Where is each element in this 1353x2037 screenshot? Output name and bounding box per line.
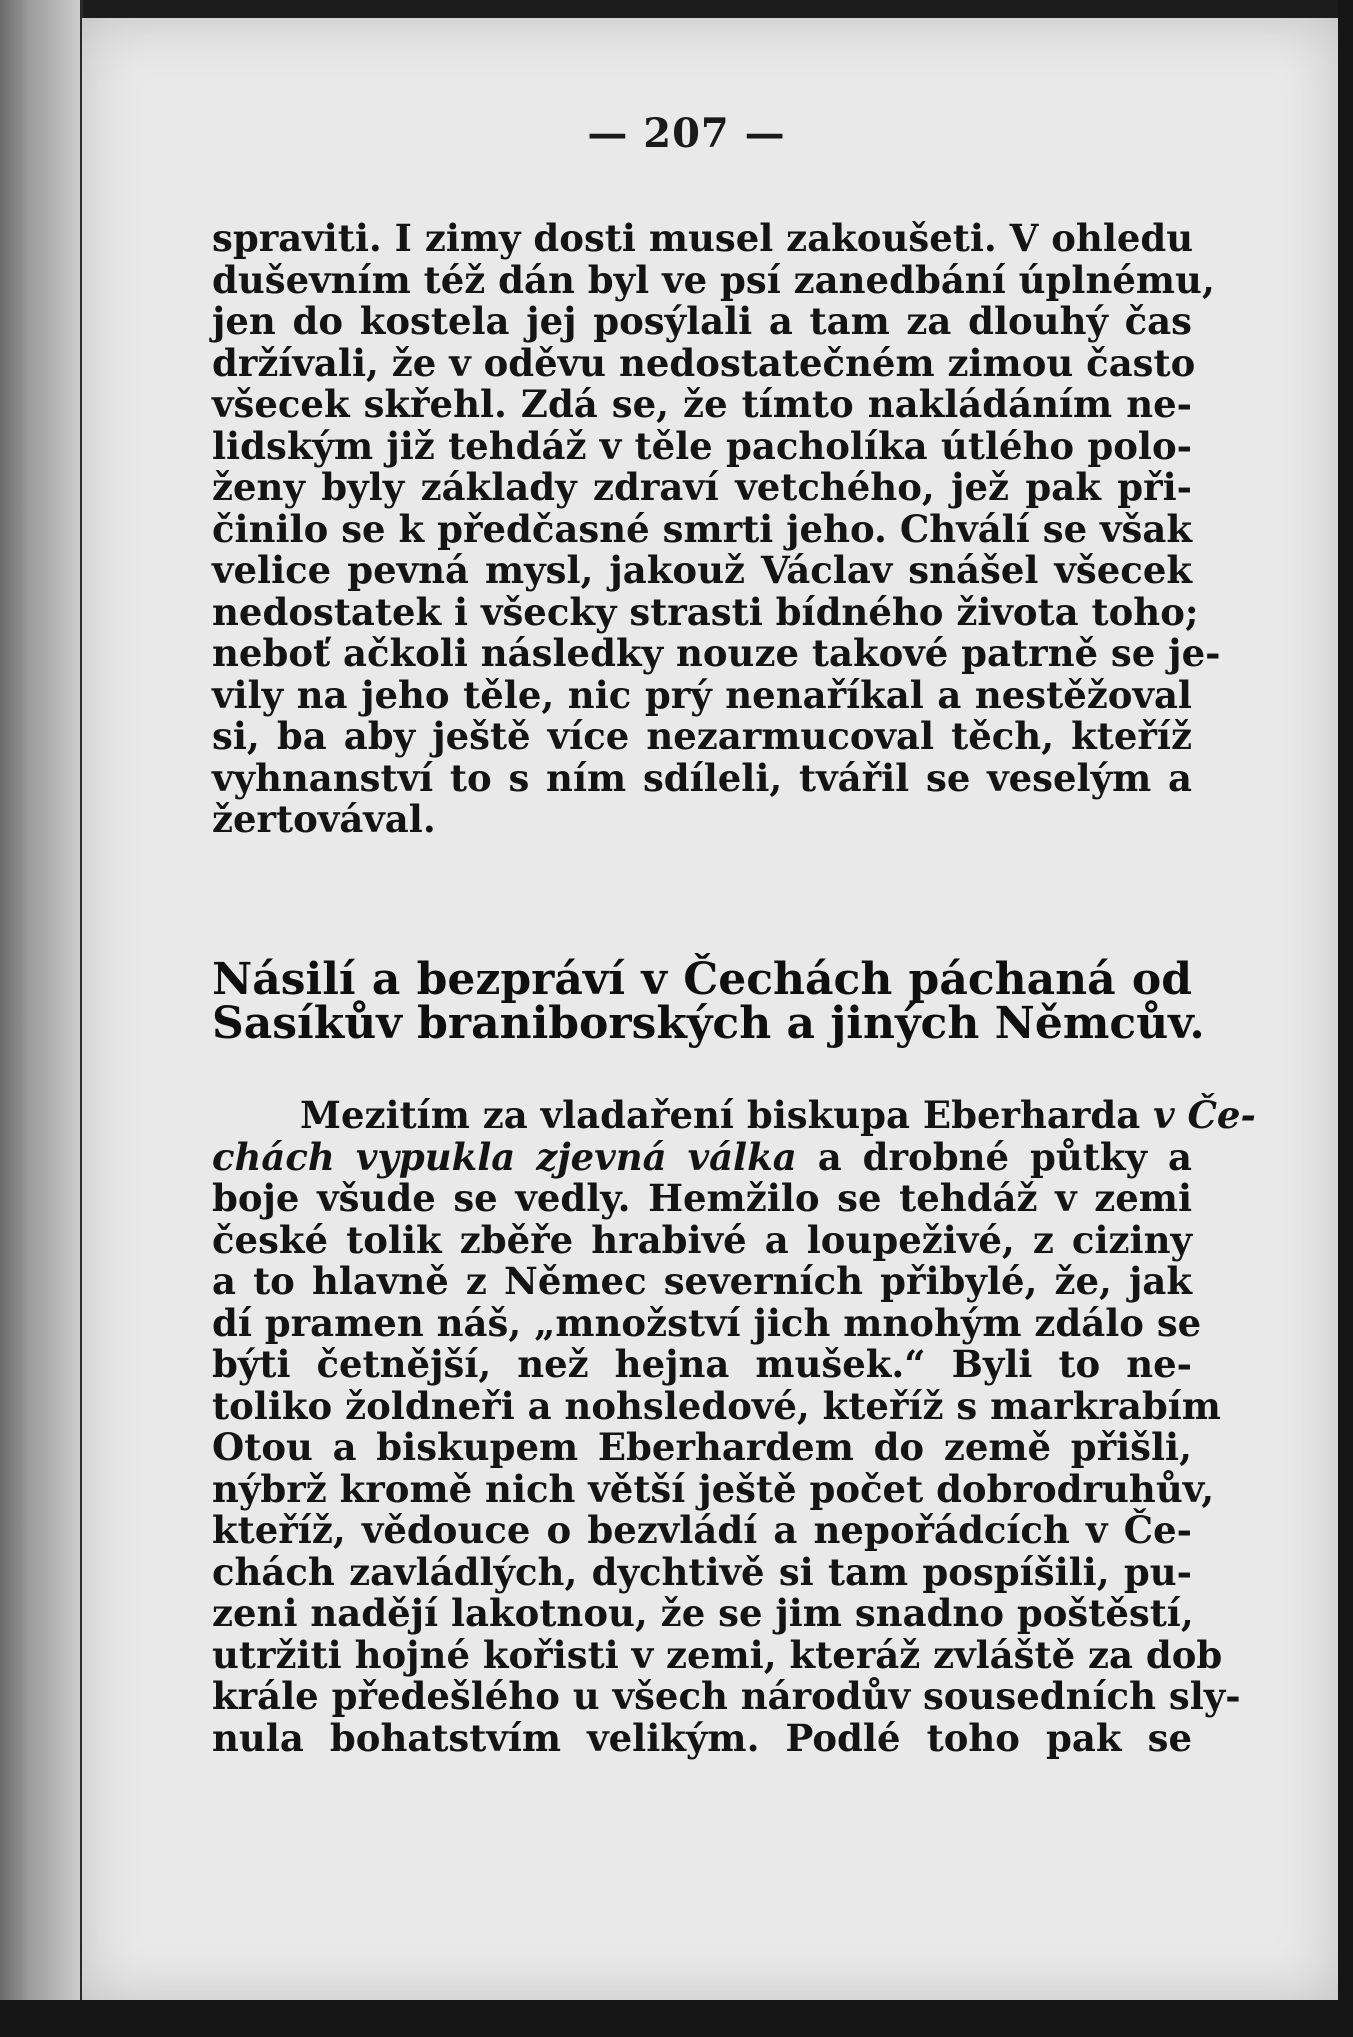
text-line: neboť ačkoli následky nouze takové patrně se je- (212, 631, 1221, 675)
text-line: zeni nadějí lakotnou, že se jim snadno poštěstí, (212, 1591, 1194, 1635)
text-line: utržiti hojné kořisti v zemi, kteráž zvláště za dob (212, 1632, 1223, 1677)
text-line: a to hlavně z Němec severních přibylé, že, jak (212, 1259, 1192, 1303)
text-line: Otou a biskupem Eberhardem do země přišli, (212, 1425, 1192, 1469)
text-line (212, 1134, 1193, 1179)
text-line: krále předešlého u všech národův sousedních sly- (212, 1674, 1241, 1718)
paragraph-2 (212, 1093, 1256, 1760)
text-line: žertovával. (212, 797, 436, 841)
text-line: dí pramen náš, „množství jich mnohým zdálo se (212, 1300, 1202, 1345)
text-line: toliko žoldneři a nohsledové, kteříž s markrabím (212, 1383, 1221, 1428)
text-line: nula bohatstvím velikým. Podlé toho pak se (212, 1715, 1192, 1760)
heading-line: Násilí a bezpráví v Čechách páchaná od (212, 954, 1192, 1005)
text-line: lidským již tehdáž v těle pacholíka útlého polo- (212, 423, 1192, 468)
text-line: býti četnější, než hejna mušek.“ Byli to ne- (212, 1342, 1192, 1386)
italic-segment: chách vypukla zjevná válka (212, 1134, 797, 1179)
text-line: ženy byly základy zdraví vetchého, jež pak při- (212, 465, 1192, 509)
text-line: vily na jeho těle, nic prý nenaříkal a nestěžoval (212, 672, 1192, 717)
text-line: české tolik zběře hrabivé a loupeživé, z ciziny (212, 1217, 1192, 1262)
text-line: nedostatek i všecky strasti bídného života toho; (212, 589, 1199, 634)
scan-border-bottom (0, 2000, 1353, 2037)
text-line: spraviti. I zimy dosti musel zakoušeti. V ohledu (212, 216, 1194, 260)
text-line: duševním též dán byl ve psí zanedbání úplnému, (212, 257, 1215, 302)
text-line: boje všude se vedly. Hemžilo se tehdáž v zemi (212, 1176, 1192, 1220)
section-heading (212, 954, 1205, 1049)
paragraph-1 (212, 216, 1221, 841)
text-segment: Mezitím za vladaření biskupa Eberharda (300, 1093, 1154, 1137)
scan-border-right (1338, 0, 1353, 2037)
text-line: kteříž, vědouce o bezvládí a nepořádcích v Če- (212, 1508, 1192, 1552)
text-line: jen do kostela jej posýlali a tam za dlouhý čas (212, 299, 1192, 343)
text-line: si, ba aby ještě více nezarmucoval těch, kteříž (212, 714, 1192, 758)
page-number: — 207 — (587, 110, 786, 157)
text-line: všecek skřehl. Zdá se, že tímto nakládáním ne- (212, 382, 1192, 426)
text-line: držívali, že v oděvu nedostatečném zimou často (212, 340, 1196, 385)
text-segment: a drobné půtky a (796, 1134, 1193, 1179)
italic-segment: v Če- (1153, 1093, 1256, 1137)
text-line: velice pevná mysl, jakouž Václav snášel všecek (212, 548, 1192, 592)
text-line: vyhnanství to s ním sdíleli, tvářil se veselým a (212, 755, 1192, 800)
text-line: nýbrž kromě nich větší ještě počet dobrodruhův, (212, 1466, 1215, 1511)
text-line: chách zavládlých, dychtivě si tam pospíšili, pu- (212, 1549, 1192, 1594)
heading-line: Sasíkův braniborských a jiných Němcův. (212, 998, 1205, 1049)
text-line: činilo se k předčasné smrti jeho. Chválí se však (212, 506, 1192, 551)
book-spine-shadow (0, 0, 82, 2037)
text-line (212, 1093, 1256, 1137)
